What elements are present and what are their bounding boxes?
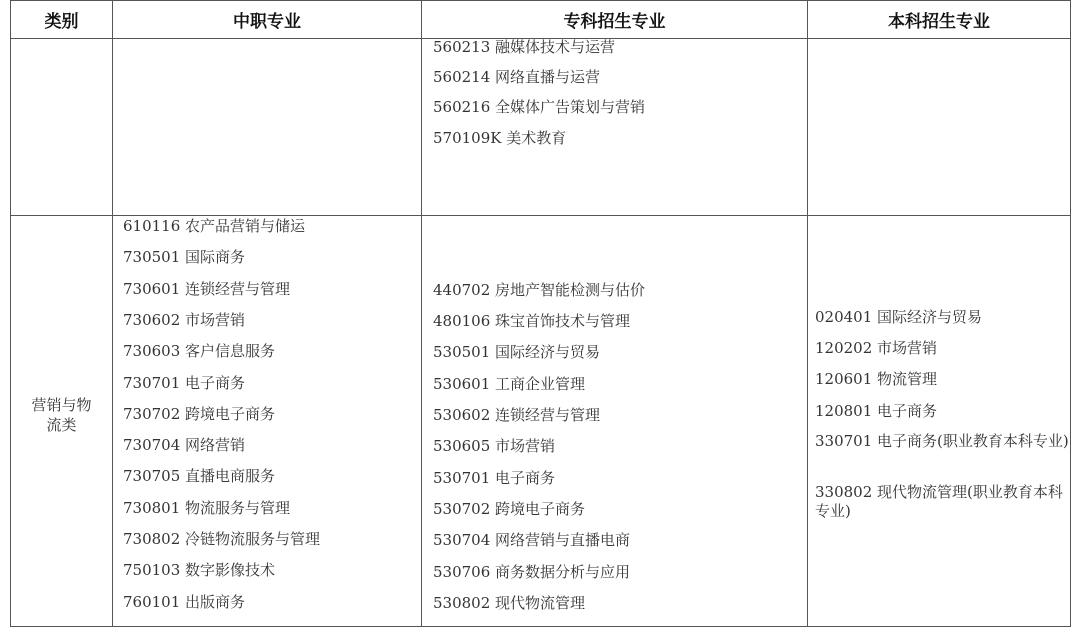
list-item: 120801 电子商务 <box>815 402 938 420</box>
list-item: 530602 连锁经营与管理 <box>433 406 601 424</box>
column-border-right <box>1070 0 1071 627</box>
header-secondary-majors: 中职专业 <box>233 11 301 32</box>
list-item: 530704 网络营销与直播电商 <box>433 531 631 549</box>
header-junior-college-majors: 专科招生专业 <box>563 11 666 32</box>
list-item: 530501 国际经济与贸易 <box>433 343 601 361</box>
category-line: 营销与物 <box>31 396 92 414</box>
list-item: 530601 工商企业管理 <box>433 375 586 393</box>
list-item: 530706 商务数据分析与应用 <box>433 563 631 581</box>
list-item: 330701 电子商务(职业教育本科专业) <box>815 432 1069 450</box>
list-item: 330802 现代物流管理(职业教育本科专业) <box>815 483 1063 520</box>
column-border-2 <box>421 0 422 627</box>
header-category: 类别 <box>44 11 79 32</box>
list-item: 730701 电子商务 <box>123 374 246 392</box>
list-item: 530802 现代物流管理 <box>433 594 586 612</box>
list-item: 730601 连锁经营与管理 <box>123 280 291 298</box>
list-item: 610116 农产品营销与储运 <box>123 217 306 235</box>
list-item: 730801 物流服务与管理 <box>123 499 291 517</box>
list-item: 730501 国际商务 <box>123 248 246 266</box>
list-item: 120202 市场营销 <box>815 339 938 357</box>
list-item: 530702 跨境电子商务 <box>433 500 586 518</box>
list-item: 560214 网络直播与运营 <box>433 68 601 86</box>
list-item: 570109K 美术教育 <box>433 129 567 147</box>
list-item: 730602 市场营销 <box>123 311 246 329</box>
column-border-left <box>10 0 11 627</box>
list-item: 120601 物流管理 <box>815 370 938 388</box>
column-border-1 <box>112 0 113 627</box>
list-item: 560216 全媒体广告策划与营销 <box>433 98 646 116</box>
column-border-3 <box>807 0 808 627</box>
list-item: 020401 国际经济与贸易 <box>815 308 983 326</box>
list-item: 730802 冷链物流服务与管理 <box>123 530 321 548</box>
row2-category <box>11 395 112 435</box>
category-line: 流类 <box>46 416 77 434</box>
list-item: 480106 珠宝首饰技术与管理 <box>433 312 631 330</box>
header-undergraduate-majors: 本科招生专业 <box>888 11 990 32</box>
list-item: 730704 网络营销 <box>123 436 246 454</box>
table-bottom-border <box>10 626 1071 627</box>
list-item: 760101 出版商务 <box>123 593 246 611</box>
list-item: 750103 数字影像技术 <box>123 561 276 579</box>
list-item: 560213 融媒体技术与运营 <box>433 38 616 56</box>
list-item: 440702 房地产智能检测与估价 <box>433 281 646 299</box>
list-item: 730705 直播电商服务 <box>123 467 276 485</box>
list-item: 530605 市场营销 <box>433 437 556 455</box>
list-item: 730702 跨境电子商务 <box>123 405 276 423</box>
list-item: 730603 客户信息服务 <box>123 342 276 360</box>
list-item: 530701 电子商务 <box>433 469 556 487</box>
